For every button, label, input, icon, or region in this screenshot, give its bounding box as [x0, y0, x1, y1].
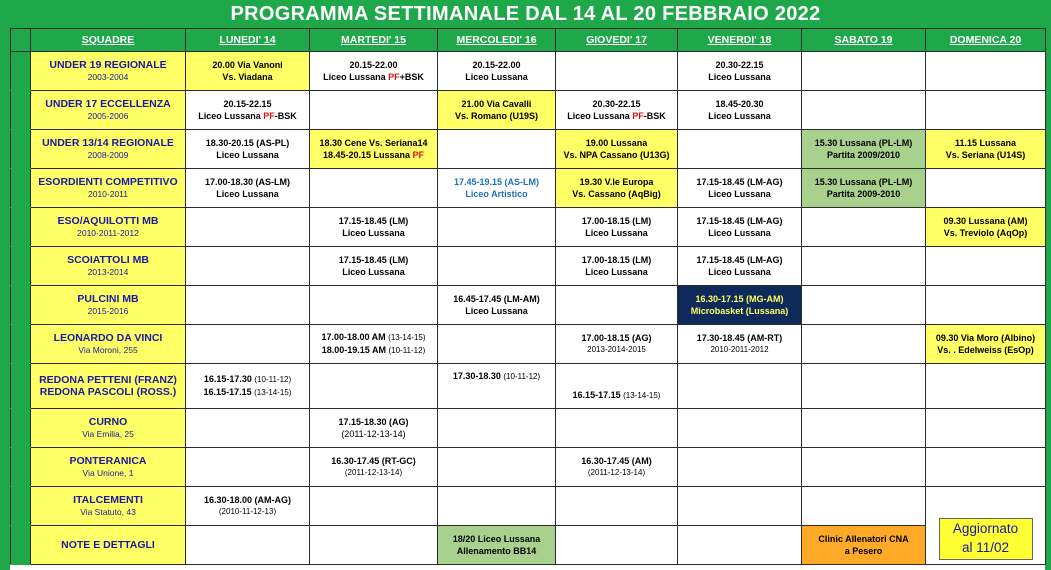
col-header-saturday: SABATO 19: [802, 29, 926, 52]
schedule-cell: Clinic Allenatori CNA a Pesero: [802, 526, 926, 565]
col-header-sunday: DOMENICA 20: [926, 29, 1046, 52]
header-corner: [11, 29, 31, 52]
schedule-cell: 17.15-18.45 (LM-AG) Liceo Lussana: [678, 169, 802, 208]
table-row: [11, 91, 1046, 130]
table-row: [11, 130, 1046, 169]
schedule-cell: 20.15-22.00 Liceo Lussana: [438, 52, 556, 91]
schedule-cell: [556, 409, 678, 448]
schedule-cell: [310, 487, 438, 526]
schedule-cell: [802, 91, 926, 130]
table-row: [11, 286, 1046, 325]
schedule-cell: 17.15-18.30 (AG) (2011-12-13-14): [310, 409, 438, 448]
schedule-cell: [678, 487, 802, 526]
col-header-squadre: SQUADRE: [31, 29, 186, 52]
schedule-cell: 17.00-18.30 (AS-LM) Liceo Lussana: [186, 169, 310, 208]
schedule-cell: 21.00 Via Cavalli Vs. Romano (U19S): [438, 91, 556, 130]
schedule-cell: [802, 448, 926, 487]
schedule-cell: 16.30-18.00 (AM-AG) (2010-11-12-13): [186, 487, 310, 526]
schedule-cell: [438, 409, 556, 448]
schedule-cell: 18.45-20.30 Liceo Lussana: [678, 91, 802, 130]
schedule-cell: [926, 487, 1046, 565]
schedule-cell: [678, 364, 802, 409]
schedule-cell: [186, 526, 310, 565]
schedule-cell: [556, 487, 678, 526]
schedule-cell: [438, 325, 556, 364]
schedule-cell: [802, 325, 926, 364]
team-cell: NOTE E DETTAGLI: [31, 526, 186, 565]
schedule-cell: 17.00-18.15 (LM) Liceo Lussana: [556, 247, 678, 286]
schedule-cell: 16.15-17.15 (13-14-15): [556, 364, 678, 409]
schedule-cell: 20.15-22.15 Liceo Lussana PF-BSK: [186, 91, 310, 130]
schedule-cell: [186, 325, 310, 364]
table-row: [11, 487, 1046, 526]
team-cell: REDONA PETTENI (FRANZ) REDONA PASCOLI (ROSS.): [31, 364, 186, 409]
schedule-cell: 20.30-22.15 Liceo Lussana PF-BSK: [556, 91, 678, 130]
table-row: [11, 526, 1046, 565]
schedule-cell: 17.30-18.45 (AM-RT) 2010-2011-2012: [678, 325, 802, 364]
team-cell: UNDER 13/14 REGIONALE 2008-2009: [31, 130, 186, 169]
update-note-box: Aggiornato al 11/02: [939, 518, 1033, 560]
schedule-cell: 17.15-18.45 (LM-AG) Liceo Lussana: [678, 247, 802, 286]
schedule-cell: 17.00-18.15 (AG) 2013-2014-2015: [556, 325, 678, 364]
schedule-cell: [678, 409, 802, 448]
schedule-cell: 17.00-18.00 AM (13-14-15) 18.00-19.15 AM (10-11-12): [310, 325, 438, 364]
schedule-cell: [186, 448, 310, 487]
schedule-cell: [678, 448, 802, 487]
team-cell: SCOIATTOLI MB 2013-2014: [31, 247, 186, 286]
schedule-cell: [438, 208, 556, 247]
row-strip: [11, 409, 31, 448]
schedule-cell: 20.00 Via Vanoni Vs. Viadana: [186, 52, 310, 91]
schedule-cell: 16.30-17.45 (RT-GC) (2011-12-13-14): [310, 448, 438, 487]
schedule-cell: 17.15-18.45 (LM) Liceo Lussana: [310, 208, 438, 247]
table-row: [11, 448, 1046, 487]
schedule-cell: 18/20 Liceo Lussana Allenamento BB14: [438, 526, 556, 565]
row-strip: [11, 247, 31, 286]
schedule-cell: [926, 448, 1046, 487]
schedule-cell: 19.00 Lussana Vs. NPA Cassano (U13G): [556, 130, 678, 169]
team-cell: PONTERANICA Via Unione, 1: [31, 448, 186, 487]
schedule-cell: 16.15-17.30 (10-11-12) 16.15-17.15 (13-14-15): [186, 364, 310, 409]
schedule-cell: 17.15-18.45 (LM) Liceo Lussana: [310, 247, 438, 286]
schedule-cell: 17.15-18.45 (LM-AG) Liceo Lussana: [678, 208, 802, 247]
team-cell: LEONARDO DA VINCI Via Moroni, 255: [31, 325, 186, 364]
schedule-cell: 17.30-18.30 (10-11-12): [438, 364, 556, 409]
schedule-cell: [926, 247, 1046, 286]
team-cell: UNDER 17 ECCELLENZA 2005-2006: [31, 91, 186, 130]
schedule-cell: [438, 130, 556, 169]
schedule-cell: [310, 526, 438, 565]
schedule-cell: [926, 52, 1046, 91]
schedule-cell: 11.15 Lussana Vs. Seriana (U14S): [926, 130, 1046, 169]
team-cell: ESORDIENTI COMPETITIVO 2010-2011: [31, 169, 186, 208]
schedule-cell: 16.30-17.45 (AM) (2011-12-13-14): [556, 448, 678, 487]
schedule-cell: [802, 208, 926, 247]
schedule-cell: [802, 286, 926, 325]
row-strip: [11, 325, 31, 364]
schedule-cell: [926, 91, 1046, 130]
row-strip: [11, 526, 31, 565]
schedule-cell: [926, 286, 1046, 325]
schedule-cell: [310, 169, 438, 208]
left-green-strip: [0, 28, 10, 570]
schedule-cell: 17.45-19.15 (AS-LM) Liceo Artistico: [438, 169, 556, 208]
table-row: [11, 169, 1046, 208]
row-strip: [11, 169, 31, 208]
col-header-tuesday: MARTEDI' 15: [310, 29, 438, 52]
row-strip: [11, 364, 31, 409]
col-header-wednesday: MERCOLEDI' 16: [438, 29, 556, 52]
schedule-cell: [926, 169, 1046, 208]
col-header-friday: VENERDI' 18: [678, 29, 802, 52]
row-strip: [11, 448, 31, 487]
table-row: [11, 364, 1046, 409]
table-row: [11, 247, 1046, 286]
schedule-cell: 18.30 Cene Vs. Seriana14 18.45-20.15 Lussana PF: [310, 130, 438, 169]
schedule-cell: [310, 91, 438, 130]
row-strip: [11, 208, 31, 247]
row-strip: [11, 286, 31, 325]
table-row: [11, 409, 1046, 448]
header-row: [11, 29, 1046, 52]
schedule-cell: 20.30-22.15 Liceo Lussana: [678, 52, 802, 91]
schedule-cell: 18.30-20.15 (AS-PL) Liceo Lussana: [186, 130, 310, 169]
row-strip: [11, 487, 31, 526]
schedule-cell: [926, 409, 1046, 448]
team-cell: PULCINI MB 2015-2016: [31, 286, 186, 325]
schedule-cell: 15.30 Lussana (PL-LM) Partita 2009/2010: [802, 130, 926, 169]
schedule-cell: 09.30 Via Moro (Albino) Vs. . Edelweiss (EsOp): [926, 325, 1046, 364]
schedule-cell: [556, 526, 678, 565]
weekly-schedule-table: [10, 28, 1046, 565]
team-cell: ITALCEMENTI Via Statuto, 43: [31, 487, 186, 526]
team-cell: UNDER 19 REGIONALE 2003-2004: [31, 52, 186, 91]
table-row: [11, 52, 1046, 91]
col-header-monday: LUNEDI' 14: [186, 29, 310, 52]
team-cell: ESO/AQUILOTTI MB 2010-2011-2012: [31, 208, 186, 247]
schedule-cell: [310, 364, 438, 409]
schedule-cell: [802, 247, 926, 286]
schedule-cell: [802, 52, 926, 91]
schedule-cell: [678, 130, 802, 169]
schedule-cell: 19.30 V.le Europa Vs. Cassano (AqBig): [556, 169, 678, 208]
schedule-cell: [556, 52, 678, 91]
schedule-cell: [926, 364, 1046, 409]
schedule-cell: [438, 487, 556, 526]
schedule-cell: 09.30 Lussana (AM) Vs. Treviolo (AqOp): [926, 208, 1046, 247]
schedule-cell: [186, 247, 310, 286]
schedule-cell: [802, 409, 926, 448]
row-strip: [11, 52, 31, 91]
col-header-thursday: GIOVEDI' 17: [556, 29, 678, 52]
schedule-cell: [186, 286, 310, 325]
schedule-cell: 20.15-22.00 Liceo Lussana PF+BSK: [310, 52, 438, 91]
schedule-cell: [186, 208, 310, 247]
schedule-cell: 17.00-18.15 (LM) Liceo Lussana: [556, 208, 678, 247]
schedule-cell: [438, 448, 556, 487]
schedule-cell: [802, 364, 926, 409]
table-row: [11, 208, 1046, 247]
schedule-cell: [186, 409, 310, 448]
schedule-cell: [556, 286, 678, 325]
schedule-cell: 15.30 Lussana (PL-LM) Partita 2009-2010: [802, 169, 926, 208]
schedule-cell: [438, 247, 556, 286]
schedule-cell: [802, 487, 926, 526]
schedule-cell: [678, 526, 802, 565]
schedule-cell: 16.45-17.45 (LM-AM) Liceo Lussana: [438, 286, 556, 325]
row-strip: [11, 130, 31, 169]
page-title: PROGRAMMA SETTIMANALE DAL 14 AL 20 FEBBRAIO 2022: [0, 0, 1051, 28]
row-strip: [11, 91, 31, 130]
table-row: [11, 325, 1046, 364]
schedule-cell: [310, 286, 438, 325]
team-cell: CURNO Via Emilia, 25: [31, 409, 186, 448]
schedule-cell: 16.30-17.15 (MG-AM) Microbasket (Lussana): [678, 286, 802, 325]
